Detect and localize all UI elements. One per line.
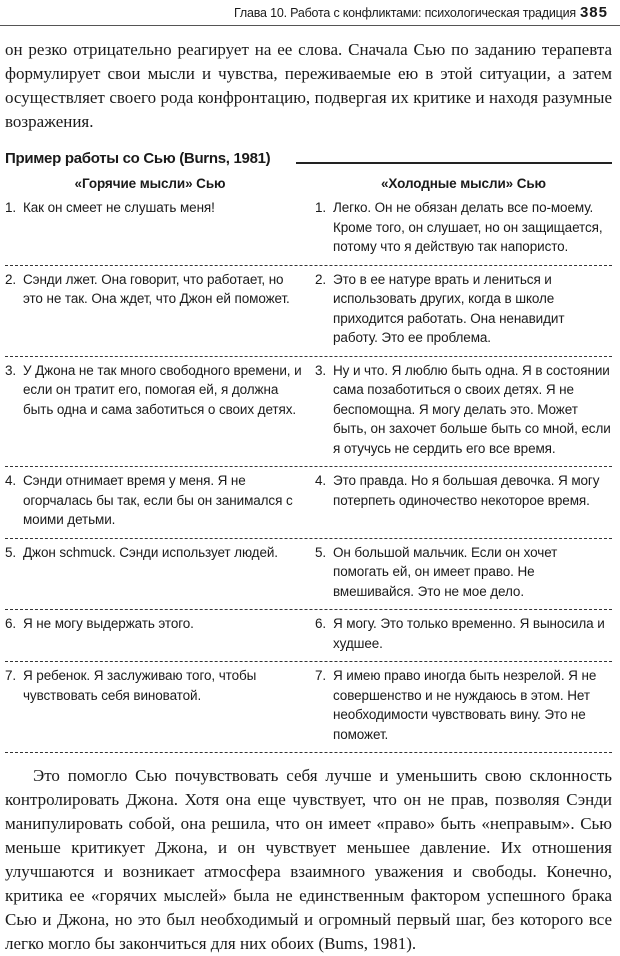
hot-thought-text: Джон schmuck. Сэнди использует людей. xyxy=(23,544,278,560)
cold-thought-cell xyxy=(309,543,612,602)
row-number: 2. xyxy=(315,271,327,287)
hot-thought-text: Я ребенок. Я заслуживаю того, чтобы чувствовать себя виноватой. xyxy=(23,668,257,703)
table-row xyxy=(5,661,612,752)
row-number: 1. xyxy=(5,200,17,215)
column-header-cold-thoughts: «Холодные мысли» Сью xyxy=(381,176,546,191)
hot-thought-cell xyxy=(5,666,309,744)
table-row xyxy=(5,538,612,610)
column-header-hot-thoughts: «Горячие мысли» Сью xyxy=(74,176,226,191)
cold-thought-cell xyxy=(309,614,612,653)
hot-thought-text: Сэнди лжет. Она говорит, что работает, но это не так. Она ждет, что Джон ей поможет. xyxy=(23,271,290,306)
row-number: 7. xyxy=(315,668,327,683)
table-row xyxy=(5,265,612,356)
cold-thought-text: Легко. Он не обязан делать все по-моему. Кроме того, он слушает, но он защищается, потому что я действую так напористо. xyxy=(333,200,603,254)
row-number: 3. xyxy=(315,362,327,378)
outro-section xyxy=(5,764,612,956)
cold-thought-text: Я имею право иногда быть незрелой. Я не совершенство и не нуждаюсь в этом. Нет необходимости чувствовать вину. Это не поможет. xyxy=(333,668,597,742)
table-bottom-rule xyxy=(5,752,612,753)
table-row xyxy=(5,466,612,538)
cold-thought-cell xyxy=(309,198,612,257)
table-row xyxy=(5,356,612,467)
intro-paragraph: он резко отрицательно реагирует на ее слова. Сначала Сью по заданию терапевта формулирует свои мысли и чувства, переживаемые ею в этой ситуации, а затем осуществляет своего рода конфронтацию, подвергая их критике и находя разумные возражения. xyxy=(5,40,612,131)
hot-thought-cell xyxy=(5,543,309,602)
row-number: 5. xyxy=(315,544,327,560)
cold-thought-text: Ну и что. Я люблю быть одна. Я в состоянии сама позаботиться о своих детях. Я не беспомощна. Я могу делать это. Может быть, он захочет больше быть со мной, если я отучусь не сердить его все время. xyxy=(333,362,611,456)
row-number: 4. xyxy=(315,473,327,488)
chapter-title: Глава 10. Работа с конфликтами: психологическая традиция xyxy=(234,6,576,20)
hot-thought-text: Как он смеет не слушать меня! xyxy=(23,200,215,215)
row-number: 7. xyxy=(5,668,17,683)
cold-thought-text: Он большой мальчик. Если он хочет помогать ей, он имеет право. Не вмешивайся. Это не мое дело. xyxy=(333,544,558,599)
header-rule xyxy=(0,25,620,26)
row-number: 1. xyxy=(315,200,327,215)
running-header xyxy=(0,4,608,26)
cold-thought-cell xyxy=(309,471,612,530)
cold-thought-text: Это правда. Но я большая девочка. Я могу потерпеть одиночество некоторое время. xyxy=(333,473,600,508)
row-number: 3. xyxy=(5,362,17,378)
cold-thought-cell xyxy=(309,270,612,348)
hot-thought-cell xyxy=(5,614,309,653)
table-row xyxy=(5,198,612,265)
row-number: 6. xyxy=(315,616,327,631)
row-number: 5. xyxy=(5,544,17,560)
box-title-rule xyxy=(296,162,612,164)
page-number: 385 xyxy=(579,4,608,21)
hot-thought-text: Я не могу выдержать этого. xyxy=(23,616,194,631)
table-row xyxy=(5,609,612,661)
cold-thought-cell xyxy=(309,666,612,744)
hot-thought-text: У Джона не так много свободного времени, и если он тратит его, помогая ей, я должна быть одна и сама заботиться о своих детях. xyxy=(23,362,302,417)
row-number: 2. xyxy=(5,271,17,287)
thoughts-table xyxy=(5,174,612,753)
hot-thought-cell xyxy=(5,471,309,530)
hot-thought-text: Сэнди отнимает время у меня. Я не огорчалась бы так, если бы он занимался с моими детьми. xyxy=(23,473,293,527)
hot-thought-cell xyxy=(5,270,309,348)
outro-paragraph: Это помогло Сью почувствовать себя лучше и уменьшить свою склонность контролировать Джона. Хотя она еще чувствует, что он не прав, позволяя Сэнди манипулировать собой, она решила, что он имеет «право» быть «неправым». Сью меньше критикует Джона, и он чувствует меньшее давление. Их отношения улучшаются и возникает атмосфера взаимного уважения и свободы. Конечно, критика ее «горячих мыслей» была не единственным фактором успешного брака Сью и Джона, но это был необходимый и огромный первый шаг, без которого все легко могло бы закончиться для них обоих (Bums, 1981). xyxy=(5,766,612,953)
hot-thought-cell xyxy=(5,361,309,459)
hot-thought-cell xyxy=(5,198,309,257)
row-number: 4. xyxy=(5,473,17,488)
box-title: Пример работы со Сью (Burns, 1981) xyxy=(5,150,271,167)
cold-thought-text: Я могу. Это только временно. Я выносила и худшее. xyxy=(333,616,605,651)
table-header-row xyxy=(5,174,612,198)
row-number: 6. xyxy=(5,616,17,631)
cold-thought-cell xyxy=(309,361,612,459)
cold-thought-text: Это в ее натуре врать и лениться и использовать других, когда в школе приходится работать. Она ненавидит работу. Это ее проблема. xyxy=(333,271,565,345)
